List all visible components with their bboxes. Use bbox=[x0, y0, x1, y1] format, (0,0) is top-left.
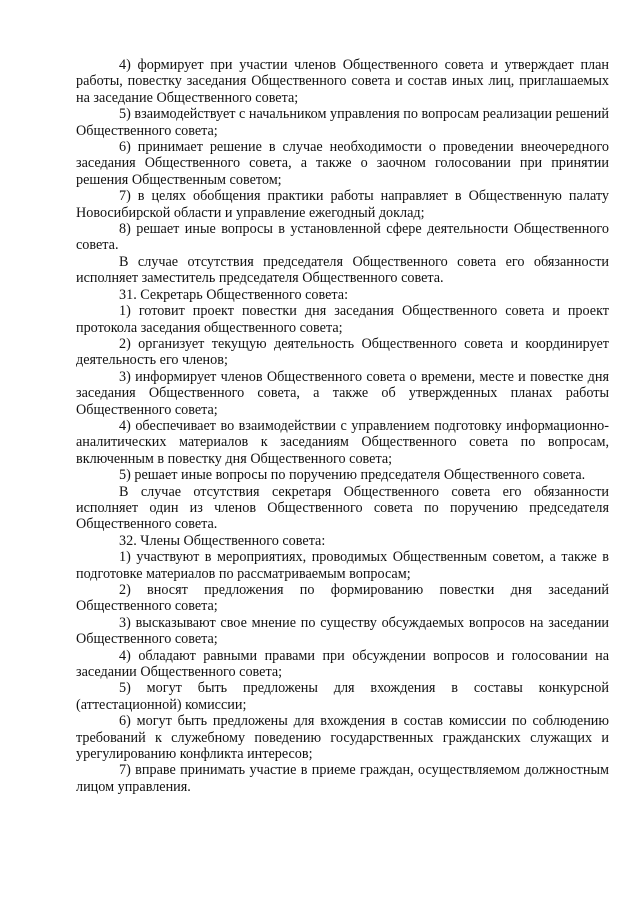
paragraph-secretary-absence: В случае отсутствия секретаря Общественного совета его обязанности исполняет один из членов Общественного совета по поручению председателя Общественного совета. bbox=[76, 483, 609, 533]
paragraph-31-item-1: 1) готовит проект повестки дня заседания Общественного совета и проект протокола заседания общественного совета; bbox=[76, 303, 609, 336]
paragraph-30-item-7: 7) в целях обобщения практики работы направляет в Общественную палату Новосибирской области и управление ежегодный доклад; bbox=[76, 188, 609, 221]
paragraph-32-item-5: 5) могут быть предложены для вхождения в составы конкурсной (аттестационной) комиссии; bbox=[76, 680, 609, 713]
paragraph-30-item-6: 6) принимает решение в случае необходимости о проведении внеочередного заседания Общественного совета, а также о заочном голосовании при принятии решения Общественным советом; bbox=[76, 139, 609, 188]
paragraph-30-item-4: 4) формирует при участии членов Общественного совета и утверждает план работы, повестку заседания Общественного совета и состав иных лиц, приглашаемых на заседание Общественного совета; bbox=[76, 57, 609, 106]
paragraph-chairman-absence: В случае отсутствия председателя Общественного совета его обязанности исполняет заместитель председателя Общественного совета. bbox=[76, 253, 609, 287]
section-32-heading: 32. Члены Общественного совета: bbox=[119, 532, 326, 549]
paragraph-32-item-6: 6) могут быть предложены для вхождения в состав комиссии по соблюдению требований к служебному поведению государственных гражданских служащих и урегулированию конфликта интересов; bbox=[76, 713, 609, 763]
paragraph-31-item-2: 2) организует текущую деятельность Общественного совета и координирует деятельность его членов; bbox=[76, 335, 609, 369]
paragraph-32-item-4: 4) обладают равными правами при обсуждении вопросов и голосовании на заседании Общественного совета; bbox=[76, 647, 609, 681]
paragraph-32-item-3: 3) высказывают свое мнение по существу обсуждаемых вопросов на заседании Общественного совета; bbox=[76, 614, 609, 648]
paragraph-32-item-7: 7) вправе принимать участие в приеме граждан, осуществляемом должностным лицом управления. bbox=[76, 762, 609, 795]
paragraph-32-item-2: 2) вносят предложения по формированию повестки дня заседаний Общественного совета; bbox=[76, 582, 609, 615]
paragraph-30-item-5: 5) взаимодействует с начальником управления по вопросам реализации решений Общественного совета; bbox=[76, 106, 609, 139]
paragraph-30-item-8: 8) решает иные вопросы в установленной сфере деятельности Общественного совета. bbox=[76, 221, 609, 254]
section-31-heading: 31. Секретарь Общественного совета: bbox=[119, 286, 349, 303]
document-page bbox=[76, 57, 609, 795]
paragraph-31-item-3: 3) информирует членов Общественного совета о времени, месте и повестке дня заседания Общественного совета, а также об утвержденных планах работы Общественного совета; bbox=[76, 368, 609, 418]
paragraph-32-item-1: 1) участвуют в мероприятиях, проводимых Общественным советом, а также в подготовке материалов по рассматриваемым вопросам; bbox=[76, 549, 609, 582]
paragraph-31-item-4: 4) обеспечивает во взаимодействии с управлением подготовку информационно-аналитических материалов к заседаниям Общественного совета по вопросам, включенным в повестку дня Общественного совета; bbox=[76, 417, 609, 467]
paragraph-31-item-5: 5) решает иные вопросы по поручению председателя Общественного совета. bbox=[119, 467, 586, 484]
